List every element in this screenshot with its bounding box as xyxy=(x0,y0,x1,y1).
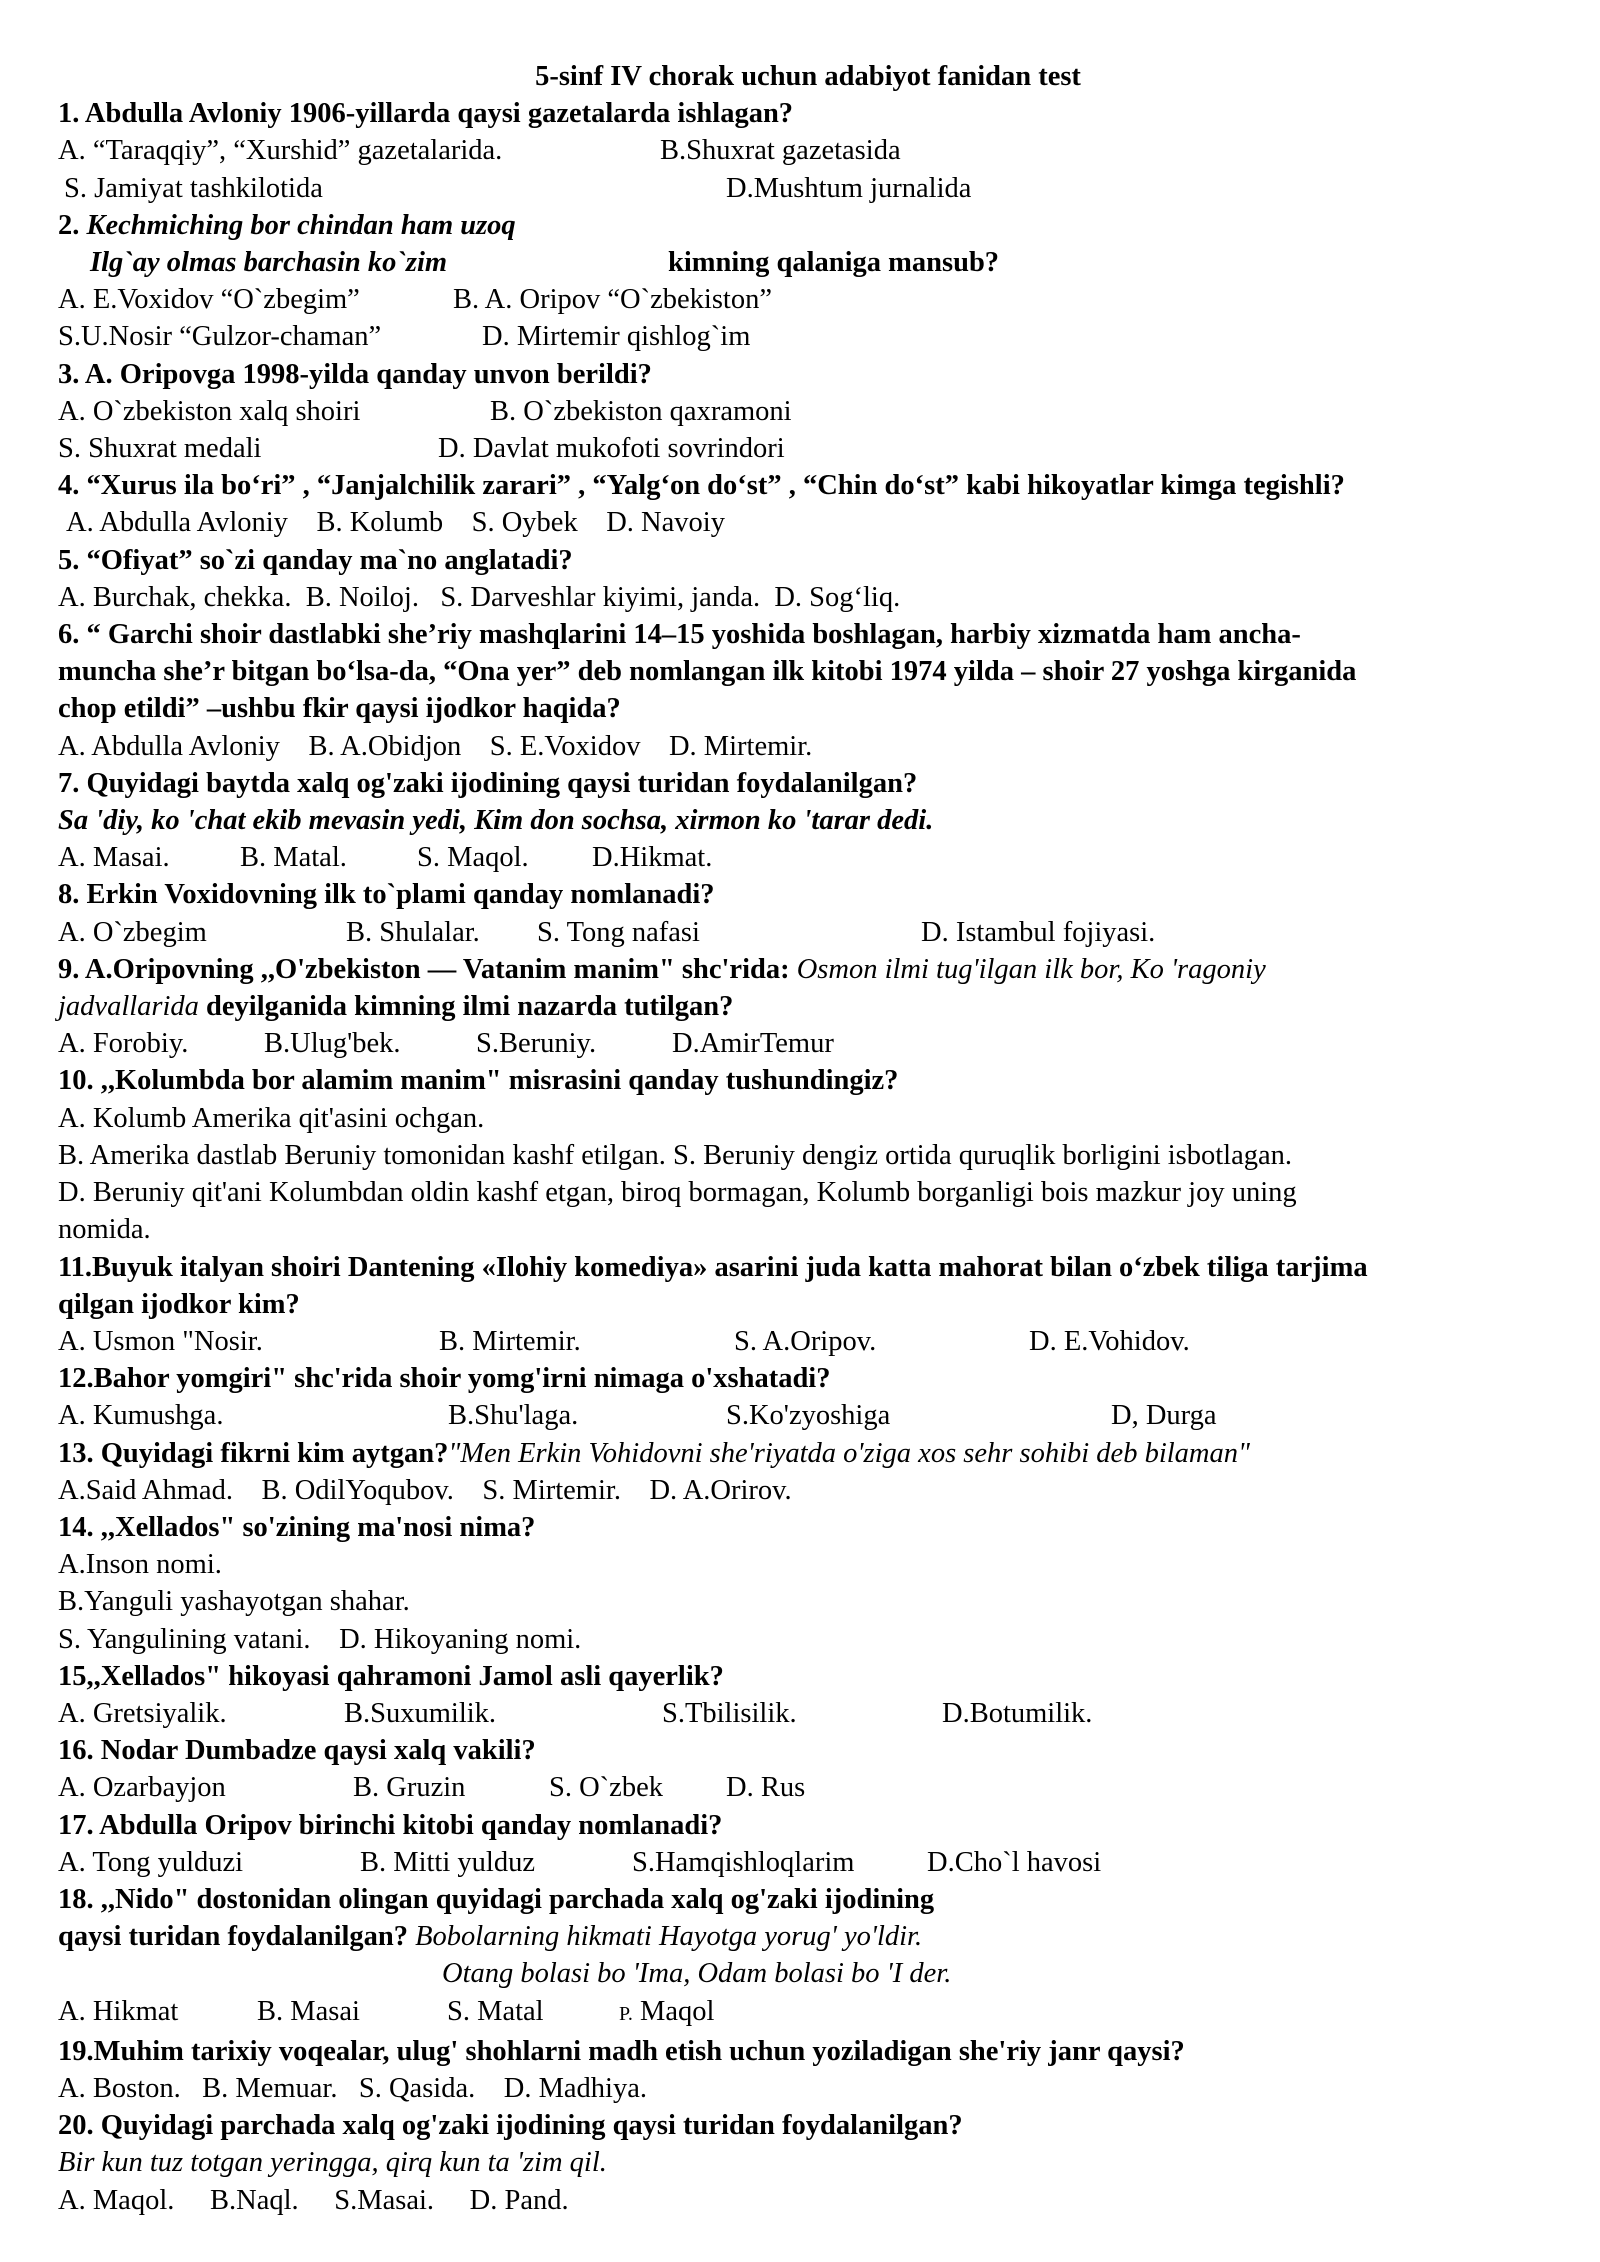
question-9 xyxy=(58,951,1568,988)
question-20: 20. Quyidagi parchada xalq og'zaki ijodining qaysi turidan foydalanilgan? xyxy=(58,2110,963,2142)
option-8a: A. O`zbegim xyxy=(58,916,207,948)
option-18d-text: Maqol xyxy=(640,1995,715,2027)
question-7-verse: Sa 'diy, ko 'chat ekib mevasin yedi, Kim don sochsa, xirmon ko 'tarar dedi. xyxy=(58,805,934,837)
option-1a: A. “Taraqqiy”, “Xurshid” gazetalarida. xyxy=(58,135,503,167)
option-14c: S. Yangulining vatani. xyxy=(58,1623,311,1655)
option-8b: B. Shulalar. xyxy=(346,916,480,948)
question-2-row2 xyxy=(58,244,1568,281)
option-15d: D.Botumilik. xyxy=(942,1697,1093,1729)
options-10-bc xyxy=(58,1137,1568,1174)
question-4: 4. “Xurus ila bo‘ri” , “Janjalchilik zarari” , “Yalg‘on do‘st” , “Chin do‘st” kabi hikoyatlar kimga tegishli? xyxy=(58,470,1345,502)
question-19: 19.Muhim tarixiy voqealar, ulug' shohlarni madh etish uchun yoziladigan she'riy janr qaysi? xyxy=(58,2035,1185,2067)
question-11-line-1: 11.Buyuk italyan shoiri Dantening «Ilohiy komediya» asarini juda katta mahorat bilan o‘zbek tiliga tarjima xyxy=(58,1251,1368,1283)
option-13b: B. OdilYoqubov. xyxy=(261,1474,454,1506)
option-19d: D. Madhiya. xyxy=(503,2072,647,2104)
option-16d: D. Rus xyxy=(726,1772,806,1804)
option-2a: A. E.Voxidov “O`zbegim” xyxy=(58,284,360,316)
option-15c: S.Tbilisilik. xyxy=(662,1697,797,1729)
option-17a: A. Tong yulduzi xyxy=(58,1846,244,1878)
option-6a: A. Abdulla Avloniy xyxy=(58,730,280,762)
option-17d: D.Cho`l havosi xyxy=(927,1846,1102,1878)
question-2-verse-2: Ilg`ay olmas barchasin ko`zim xyxy=(90,247,448,279)
option-16a: A. Ozarbayjon xyxy=(58,1772,226,1804)
options-2 xyxy=(58,281,1568,318)
options-11 xyxy=(58,1323,1568,1360)
question-11-line-2: qilgan ijodkor kim? xyxy=(58,1288,300,1320)
option-13d: D. A.Orirov. xyxy=(649,1474,792,1506)
option-16b: B. Gruzin xyxy=(353,1772,466,1804)
option-4b: B. Kolumb xyxy=(316,507,444,539)
options-14-cd xyxy=(58,1621,1568,1658)
option-12c: S.Ko'zyoshiga xyxy=(726,1400,891,1432)
question-9-part-1: 9. A.Oripovning ,,O'zbekiston — Vatanim manim" shc'rida: xyxy=(58,953,790,985)
option-6c: S. E.Voxidov xyxy=(489,730,641,762)
option-11d: D. E.Vohidov. xyxy=(1029,1325,1190,1357)
option-13c: S. Mirtemir. xyxy=(482,1474,621,1506)
options-12 xyxy=(58,1397,1568,1434)
option-7d: D.Hikmat. xyxy=(592,842,713,874)
option-2b: B. A. Oripov “O`zbekiston” xyxy=(453,284,772,316)
question-10: 10. ,,Kolumbda bor alamim manim" misrasini qanday tushundingiz? xyxy=(58,1065,899,1097)
option-8c: S. Tong nafasi xyxy=(537,916,700,948)
options-17 xyxy=(58,1844,1568,1881)
option-14a: A.Inson nomi. xyxy=(58,1549,222,1581)
option-4a: A. Abdulla Avloniy xyxy=(66,507,288,539)
option-13a: A.Said Ahmad. xyxy=(58,1474,233,1506)
options-15 xyxy=(58,1695,1568,1732)
question-15: 15,,Xellados" hikoyasi qahramoni Jamol asli qayerlik? xyxy=(58,1660,724,1692)
option-7a: A. Masai. xyxy=(58,842,170,874)
option-9c: S.Beruniy. xyxy=(476,1028,597,1060)
option-19a: A. Boston. xyxy=(58,2072,181,2104)
question-7: 7. Quyidagi baytda xalq og'zaki ijodining qaysi turidan foydalanilgan? xyxy=(58,767,918,799)
option-11a: A. Usmon "Nosir. xyxy=(58,1325,263,1357)
question-6-line-1: 6. “ Garchi shoir dastlabki she’riy mashqlarini 14–15 yoshida boshlagan, harbiy xizmatda ham ancha- xyxy=(58,619,1301,651)
options-6 xyxy=(58,728,1568,765)
question-13-quote: "Men Erkin Vohidovni she'riyatda o'ziga xos sehr sohibi deb bilaman" xyxy=(448,1437,1250,1469)
question-8: 8. Erkin Voxidovning ilk to`plami qanday nomlanadi? xyxy=(58,879,715,911)
option-6d: D. Mirtemir. xyxy=(668,730,813,762)
options-2-row2 xyxy=(58,318,1568,355)
question-9-row2 xyxy=(58,988,1568,1025)
option-5c: S. Darveshlar kiyimi, janda. xyxy=(440,581,761,613)
question-1: 1. Abdulla Avloniy 1906-yillarda qaysi gazetalarda ishlagan? xyxy=(58,98,794,130)
options-13 xyxy=(58,1472,1568,1509)
option-10d-line-1: D. Beruniy qit'ani Kolumbdan oldin kashf etgan, biroq bormagan, Kolumb borganligi bois mazkur joy uning xyxy=(58,1177,1297,1209)
option-15a: A. Gretsiyalik. xyxy=(58,1697,227,1729)
question-2 xyxy=(58,207,1568,244)
option-12a: A. Kumushga. xyxy=(58,1400,224,1432)
option-12b: B.Shu'laga. xyxy=(448,1400,579,1432)
option-18a: A. Hikmat xyxy=(58,1995,179,2027)
question-18-line-2: qaysi turidan foydalanilgan? xyxy=(58,1921,409,1953)
option-4d: D. Navoiy xyxy=(606,507,725,539)
option-17b: B. Mitti yulduz xyxy=(360,1846,535,1878)
options-7 xyxy=(58,839,1568,876)
option-1c: S. Jamiyat tashkilotida xyxy=(64,172,323,204)
options-3 xyxy=(58,393,1568,430)
option-1b: B.Shuxrat gazetasida xyxy=(660,135,901,167)
test-document xyxy=(58,58,1568,2219)
option-19b: B. Memuar. xyxy=(202,2072,338,2104)
options-19 xyxy=(58,2070,1568,2107)
question-20-verse: Bir kun tuz totgan yeringga, qirq kun ta 'zim qil. xyxy=(58,2147,607,2179)
option-18d-mark: P. xyxy=(619,2002,633,2025)
options-8 xyxy=(58,914,1568,951)
option-14d: D. Hikoyaning nomi. xyxy=(339,1623,582,1655)
option-20d: D. Pand. xyxy=(469,2184,569,2216)
question-14: 14. ,,Xellados" so'zining ma'nosi nima? xyxy=(58,1511,536,1543)
options-4 xyxy=(58,504,1568,541)
option-16c: S. O`zbek xyxy=(549,1772,663,1804)
option-17c: S.Hamqishloqlarim xyxy=(632,1846,855,1878)
question-9-verse-1: Osmon ilmi tug'ilgan ilk bor, Ko 'ragoniy xyxy=(796,953,1266,985)
option-3b: B. O`zbekiston qaxramoni xyxy=(490,395,792,427)
option-3c: S. Shuxrat medali xyxy=(58,433,262,465)
question-18-verse-2: Otang bolasi bo 'Ima, Odam bolasi bo 'I der. xyxy=(442,1958,952,1990)
options-1 xyxy=(58,132,1568,169)
option-5a: A. Burchak, chekka. xyxy=(58,581,292,613)
option-14b: B.Yanguli yashayotgan shahar. xyxy=(58,1586,410,1618)
question-3: 3. A. Oripovga 1998-yilda qanday unvon berildi? xyxy=(58,358,652,390)
question-9-verse-2: jadvallarida xyxy=(58,991,199,1023)
option-10a: A. Kolumb Amerika qit'asini ochgan. xyxy=(58,1102,485,1134)
option-7c: S. Maqol. xyxy=(417,842,529,874)
option-12d: D, Durga xyxy=(1111,1400,1217,1432)
question-6-line-3: chop etildi” –ushbu fkir qaysi ijodkor haqida? xyxy=(58,693,621,725)
option-7b: B. Matal. xyxy=(240,842,347,874)
question-2-number: 2. xyxy=(58,209,80,241)
options-9 xyxy=(58,1025,1568,1062)
option-20c: S.Masai. xyxy=(334,2184,435,2216)
options-20 xyxy=(58,2182,1568,2219)
option-9b: B.Ulug'bek. xyxy=(264,1028,401,1060)
option-10b: B. Amerika dastlab Beruniy tomonidan kashf etilgan. xyxy=(58,1139,666,1171)
option-18b: B. Masai xyxy=(257,1995,360,2027)
question-18-row2 xyxy=(58,1918,1568,1955)
option-20a: A. Maqol. xyxy=(58,2184,175,2216)
page-title: 5-sinf IV chorak uchun adabiyot fanidan test xyxy=(535,61,1081,92)
question-18-line-1: 18. ,,Nido" dostonidan olingan quyidagi parchada xalq og'zaki ijodining xyxy=(58,1883,935,1915)
question-12: 12.Bahor yomgiri" shc'rida shoir yomg'irni nimaga o'xshatadi? xyxy=(58,1363,831,1395)
question-2-verse-1: Kechmiching bor chindan ham uzoq xyxy=(86,209,516,241)
question-13 xyxy=(58,1435,1568,1472)
option-18c: S. Matal xyxy=(447,1995,544,2027)
question-9-part-2: deyilganida kimning ilmi nazarda tutilgan? xyxy=(206,991,734,1023)
question-6-line-2: muncha she’r bitgan bo‘lsa-da, “Ona yer” deb nomlangan ilk kitobi 1974 yilda – shoir 27 yoshga kirganida xyxy=(58,656,1357,688)
option-10c: S. Beruniy dengiz ortida quruqlik borligini isbotlagan. xyxy=(673,1139,1293,1171)
option-10d-line-2: nomida. xyxy=(58,1214,151,1246)
option-4c: S. Oybek xyxy=(471,507,578,539)
options-16 xyxy=(58,1769,1568,1806)
question-5: 5. “Ofiyat” so`zi qanday ma`no anglatadi? xyxy=(58,544,573,576)
option-9a: A. Forobiy. xyxy=(58,1028,189,1060)
options-18 xyxy=(58,1993,1568,2033)
question-2-tail: kimning qalaniga mansub? xyxy=(668,247,1000,279)
option-20b: B.Naql. xyxy=(210,2184,299,2216)
option-11b: B. Mirtemir. xyxy=(439,1325,581,1357)
option-6b: B. A.Obidjon xyxy=(308,730,462,762)
question-17: 17. Abdulla Oripov birinchi kitobi qanday nomlanadi? xyxy=(58,1809,723,1841)
option-9d: D.AmirTemur xyxy=(672,1028,834,1060)
option-2d: D. Mirtemir qishlog`im xyxy=(482,321,751,353)
options-1-row2 xyxy=(58,170,1568,207)
options-5 xyxy=(58,579,1568,616)
option-1d: D.Mushtum jurnalida xyxy=(726,172,972,204)
option-15b: B.Suxumilik. xyxy=(344,1697,497,1729)
option-11c: S. A.Oripov. xyxy=(734,1325,877,1357)
option-8d: D. Istambul fojiyasi. xyxy=(921,916,1156,948)
option-19c: S. Qasida. xyxy=(358,2072,476,2104)
option-3a: A. O`zbekiston xalq shoiri xyxy=(58,395,361,427)
option-5b: B. Noiloj. xyxy=(305,581,419,613)
options-3-row2 xyxy=(58,430,1568,467)
option-5d: D. Sog‘liq. xyxy=(774,581,901,613)
question-16: 16. Nodar Dumbadze qaysi xalq vakili? xyxy=(58,1735,536,1767)
question-13-text: 13. Quyidagi fikrni kim aytgan? xyxy=(58,1437,449,1469)
option-3d: D. Davlat mukofoti sovrindori xyxy=(438,433,785,465)
question-18-verse-1: Bobolarning hikmati Hayotga yorug' yo'ldir. xyxy=(415,1921,923,1953)
option-18d xyxy=(619,1993,714,2033)
option-2c: S.U.Nosir “Gulzor-chaman” xyxy=(58,321,382,353)
